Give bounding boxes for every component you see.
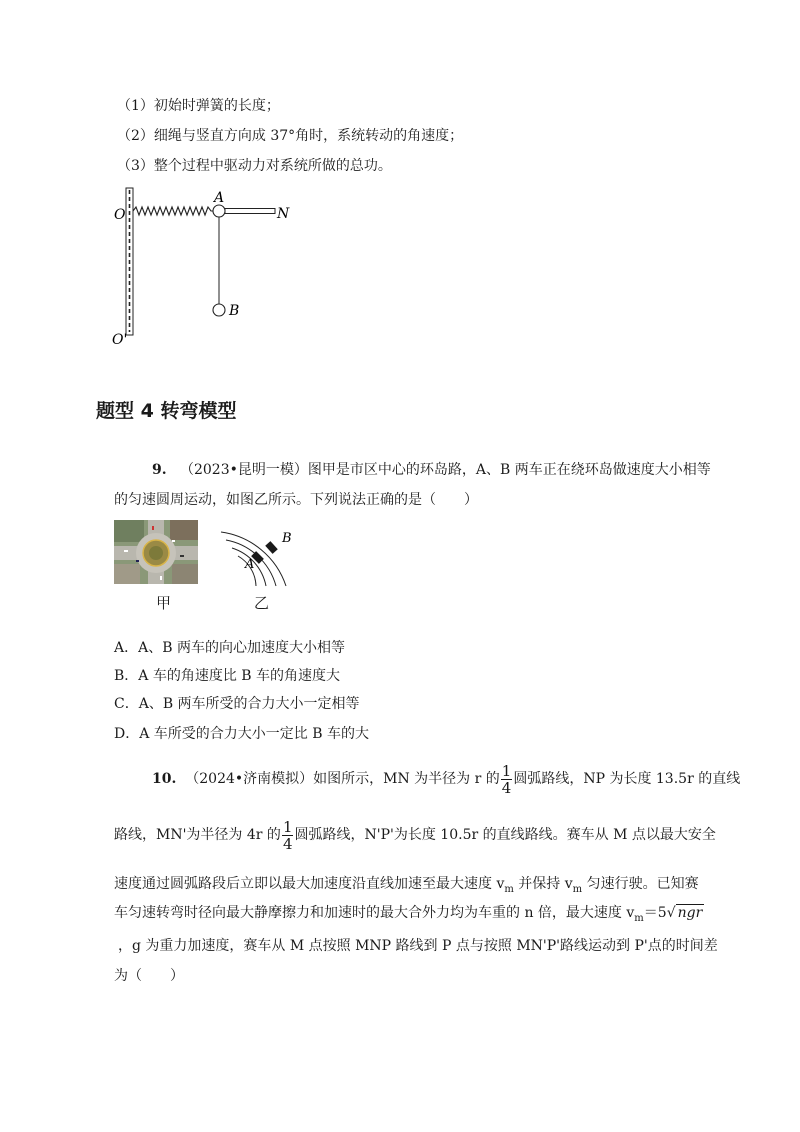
option-b: B．A 车的角速度比 B 车的角速度大 bbox=[114, 668, 341, 684]
q10-line-1 bbox=[152, 762, 740, 796]
frac-den: 4 bbox=[501, 778, 512, 797]
option-d: D．A 车所受的合力大小一定比 B 车的大 bbox=[114, 726, 369, 742]
roundabout-photo bbox=[114, 520, 198, 584]
q10-text-3b: 并保持 v bbox=[513, 876, 573, 892]
frac-den-2: 4 bbox=[282, 834, 293, 853]
option-a: A．A、B 两车的向心加速度大小相等 bbox=[114, 640, 345, 656]
q9-line-2: 的匀速圆周运动，如图乙所示。下列说法正确的是（ ） bbox=[114, 492, 478, 508]
q10-text-1a: （2024•济南模拟）如图所示，MN 为半径为 r 的 bbox=[185, 771, 500, 787]
spring-rotation-figure bbox=[108, 180, 298, 350]
q10-text-3c: 匀速行驶。已知赛 bbox=[582, 876, 699, 892]
sqrt-expression: √ ngr bbox=[666, 905, 703, 921]
vertical-rod bbox=[126, 188, 133, 335]
section-heading: 题型 4 转弯模型 bbox=[96, 400, 237, 422]
q10-text-4b: ＝5 bbox=[643, 905, 667, 921]
label-O-prime: O' bbox=[112, 332, 128, 348]
label-A: A bbox=[214, 190, 225, 206]
ring-A bbox=[213, 205, 225, 217]
question-item-2: （2）细绳与竖直方向成 37°角时，系统转动的角速度； bbox=[117, 128, 464, 144]
question-item-3: （3）整个过程中驱动力对系统所做的总功。 bbox=[117, 158, 392, 174]
q9-text-1: （2023•昆明一模）图甲是市区中心的环岛路，A、B 两车正在绕环岛做速度大小相等 bbox=[179, 462, 711, 478]
option-c: C．A、B 两车所受的合力大小一定相等 bbox=[114, 696, 360, 712]
frac-num-2: 1 bbox=[282, 817, 293, 836]
q9-line-1 bbox=[152, 460, 711, 480]
label-B: B bbox=[229, 303, 240, 319]
q10-line-3 bbox=[114, 874, 699, 896]
car-B bbox=[265, 541, 278, 554]
q10-text-4a: 车匀速转弯时径向最大静摩擦力和加速时的最大合外力均为车重的 n 倍，最大速度 v bbox=[114, 905, 635, 921]
frac-num: 1 bbox=[501, 761, 512, 780]
fraction-quarter bbox=[501, 763, 513, 796]
subscript-m-3: m bbox=[634, 913, 644, 924]
caption-jia: 甲 bbox=[156, 594, 172, 612]
q10-number: 10. bbox=[152, 771, 177, 787]
question-item-1: （1）初始时弹簧的长度； bbox=[117, 98, 280, 114]
q10-line-5: ，g 为重力加速度，赛车从 M 点按照 MNP 路线到 P 点与按照 MN'P'路线运动到 P'点的时间差 bbox=[118, 938, 718, 954]
label-N: N bbox=[277, 206, 290, 222]
fraction-quarter-2 bbox=[282, 819, 294, 852]
subscript-m-2: m bbox=[572, 884, 583, 895]
label-O: O bbox=[114, 207, 126, 223]
q10-line-2 bbox=[114, 818, 716, 852]
ball-B bbox=[213, 304, 225, 316]
arc-cars-figure bbox=[214, 518, 304, 590]
q10-line-6: 为（ ） bbox=[114, 968, 184, 984]
radicand: ngr bbox=[677, 905, 703, 921]
q10-text-2a: 路线，MN'为半径为 4r 的 bbox=[114, 827, 281, 843]
q10-text-3a: 速度通过圆弧路段后立即以最大加速度沿直线加速至最大速度 v bbox=[114, 876, 505, 892]
q10-text-2b: 圆弧路线，N'P'为长度 10.5r 的直线路线。赛车从 M 点以最大安全 bbox=[294, 827, 716, 843]
q10-text-1b: 圆弧路线，NP 为长度 13.5r 的直线 bbox=[513, 771, 741, 787]
label-car-B: B bbox=[282, 531, 292, 546]
spring bbox=[133, 207, 213, 215]
label-car-A: A bbox=[245, 557, 255, 572]
caption-yi: 乙 bbox=[254, 594, 270, 612]
q10-line-4 bbox=[114, 903, 704, 925]
q9-number: 9. bbox=[152, 462, 167, 478]
horizontal-rod bbox=[225, 209, 275, 214]
subscript-m: m bbox=[504, 884, 514, 895]
